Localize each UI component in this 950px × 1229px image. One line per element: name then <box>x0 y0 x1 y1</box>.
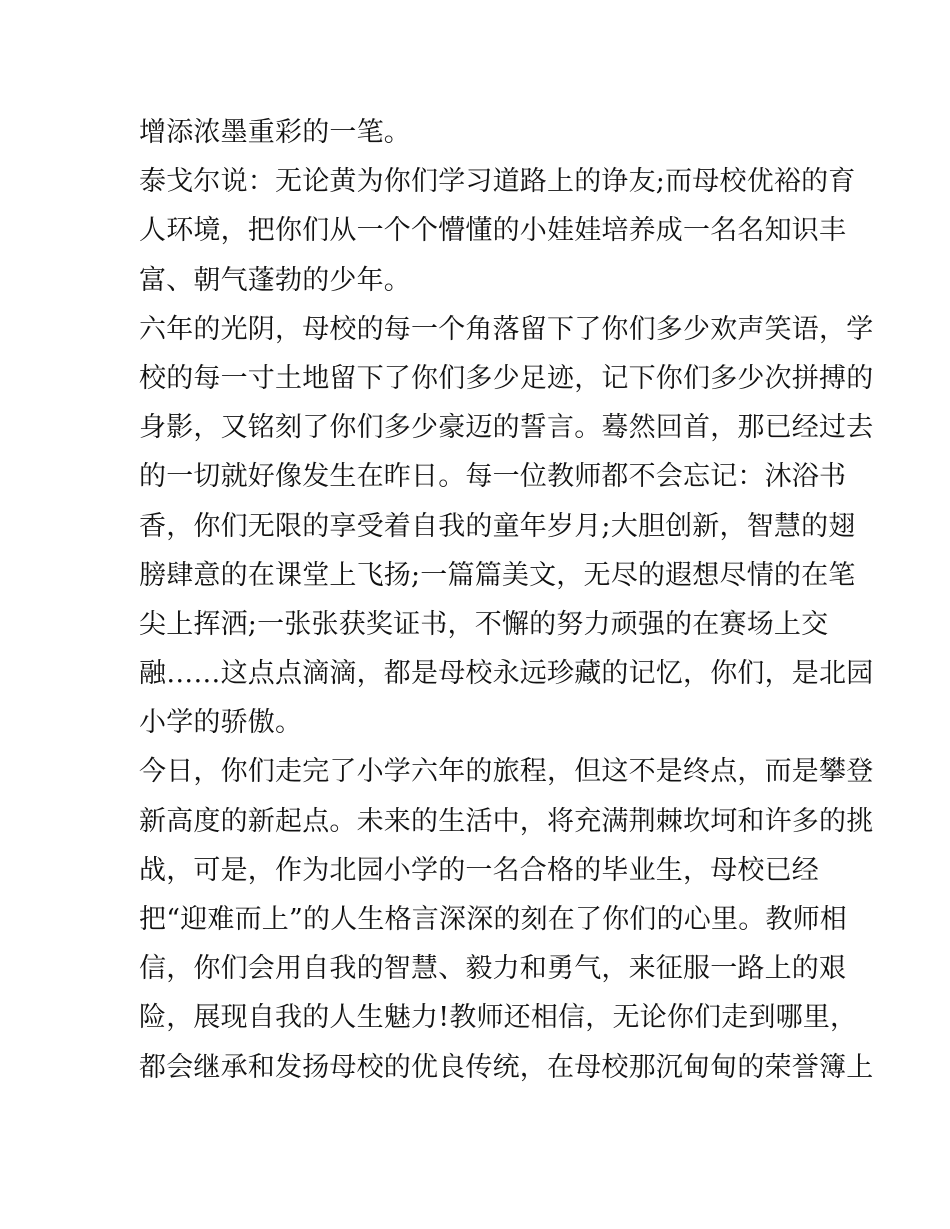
text-line: 险，展现自我的人生魅力!教师还相信，无论你们走到哪里， <box>139 1002 858 1034</box>
text-line: 富、朝气蓬勃的少年。 <box>139 264 411 296</box>
text-line: 今日，你们走完了小学六年的旅程，但这不是终点，而是攀登 <box>139 756 874 788</box>
text-line: 战，可是，作为北园小学的一名合格的毕业生，母校已经 <box>139 854 819 886</box>
text-line: 把“迎难而上”的人生格言深深的刻在了你们的心里。教师相 <box>139 904 848 935</box>
text-line: 小学的骄傲。 <box>139 707 303 739</box>
body-text <box>139 108 874 1092</box>
text-line: 香，你们无限的享受着自我的童年岁月;大胆创新，智慧的翅 <box>139 510 856 542</box>
text-line: 尖上挥洒;一张张获奖证书，不懈的努力顽强的在赛场上交 <box>139 608 829 640</box>
text-line: 都会继承和发扬母校的优良传统，在母校那沉甸甸的荣誉簿上 <box>139 1051 874 1083</box>
text-line: 校的每一寸土地留下了你们多少足迹，记下你们多少次拼搏的 <box>139 362 874 394</box>
text-line: 新高度的新起点。未来的生活中，将充满荆棘坎坷和许多的挑 <box>139 805 874 837</box>
text-line: 身影，又铭刻了你们多少豪迈的誓言。蓦然回首，那已经过去 <box>139 412 874 444</box>
text-line: 膀肆意的在课堂上飞扬;一篇篇美文，无尽的遐想尽情的在笔 <box>139 559 856 591</box>
text-line: 增添浓墨重彩的一笔。 <box>139 117 411 148</box>
text-line: 六年的光阴，母校的每一个角落留下了你们多少欢声笑语，学 <box>139 313 874 345</box>
text-line: 的一切就好像发生在昨日。每一位教师都不会忘记：沐浴书 <box>139 461 847 493</box>
text-line: 信，你们会用自我的智慧、毅力和勇气，来征服一路上的艰 <box>139 953 847 985</box>
text-line: 泰戈尔说：无论黄为你们学习道路上的诤友;而母校优裕的育 <box>139 166 856 198</box>
text-line: 融……这点点滴滴，都是母校永远珍藏的记忆，你们，是北园 <box>139 658 874 690</box>
text-line: 人环境，把你们从一个个懵懂的小娃娃培养成一名名知识丰 <box>139 215 847 247</box>
